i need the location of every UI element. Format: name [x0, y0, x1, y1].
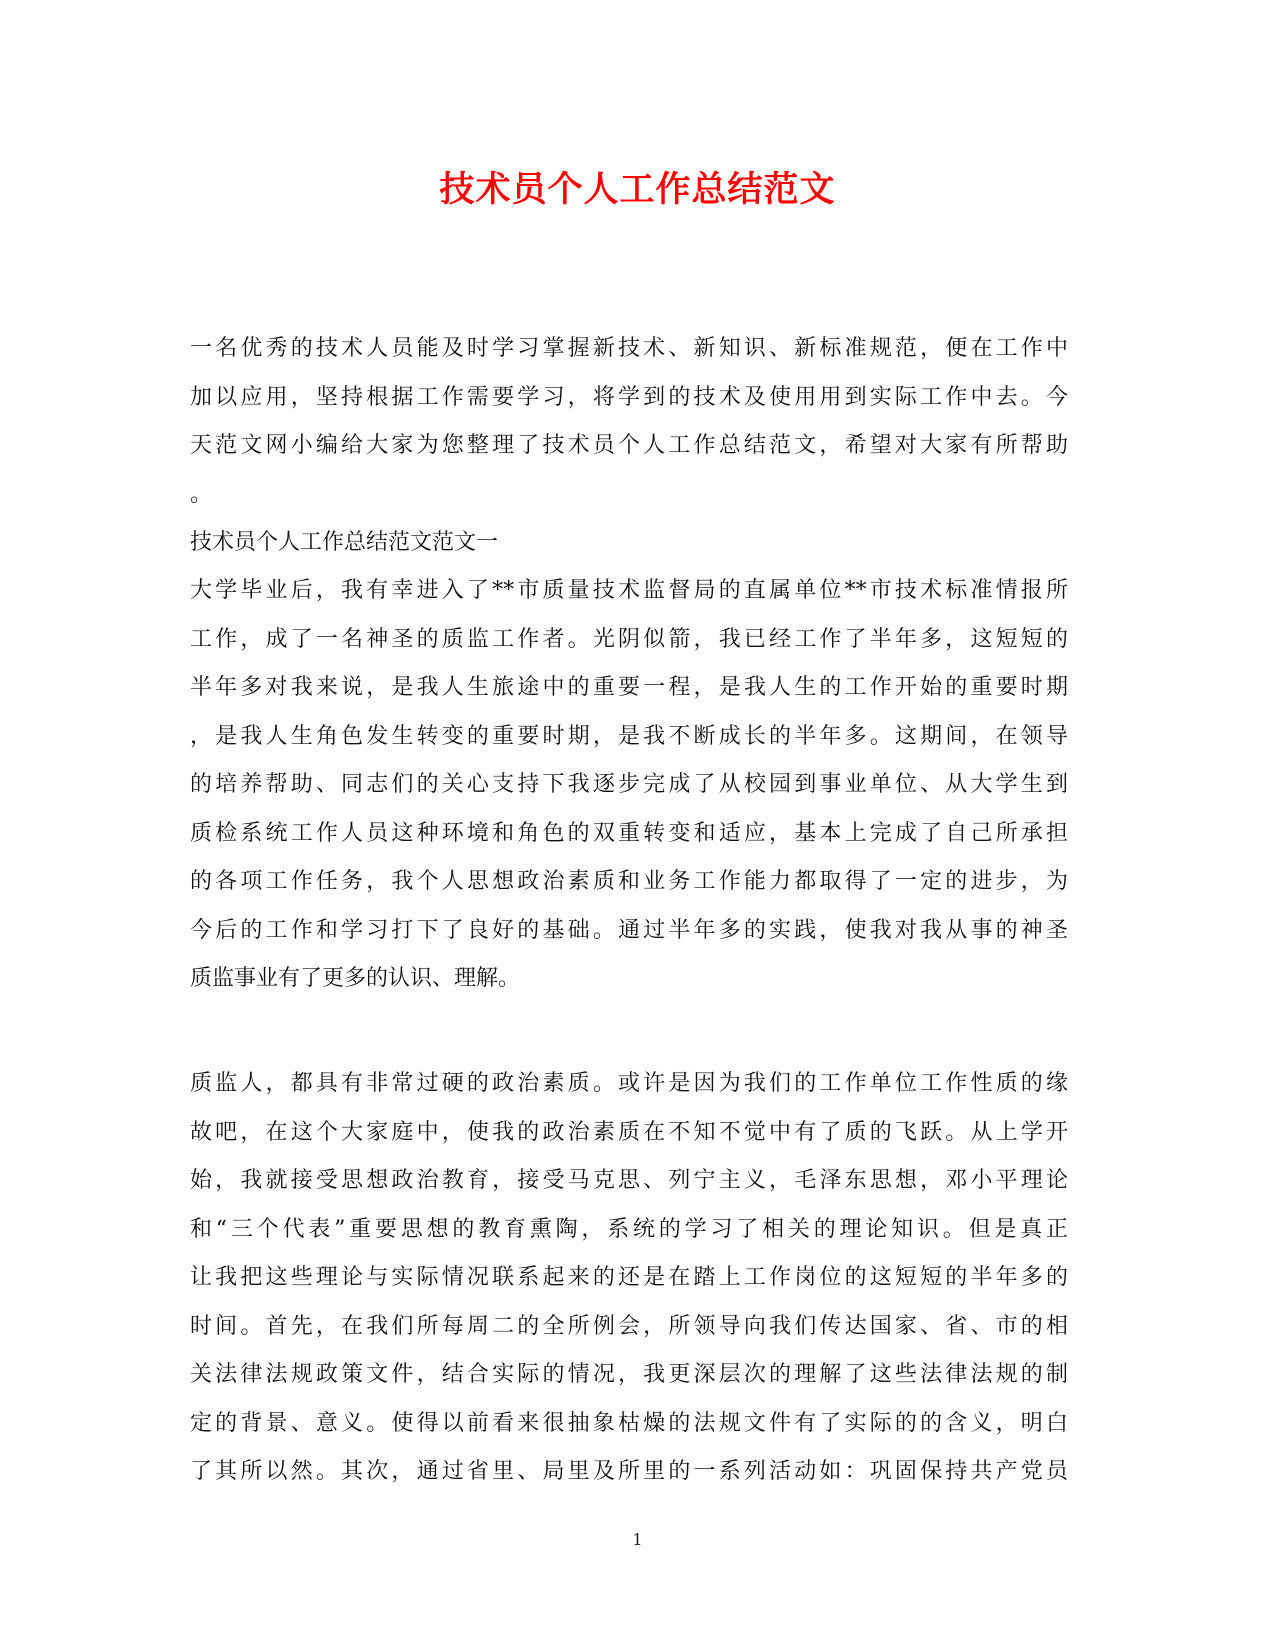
text-line: 质监人，都具有非常过硬的政治素质。或许是因为我们的工作单位工作性质的缘 [190, 1071, 1068, 1096]
text-line: 时间。首先，在我们所每周二的全所例会，所领导向我们传达国家、省、市的相 [190, 1313, 1068, 1339]
text-line: 工作，成了一名神圣的质监工作者。光阴似箭，我已经工作了半年多，这短短的 [190, 626, 1068, 652]
text-line: 关法律法规政策文件，结合实际的情况，我更深层次的理解了这些法律法规的制 [190, 1362, 1068, 1387]
page-number: 1 [632, 1530, 643, 1549]
text-line: 的培养帮助、同志们的关心支持下我逐步完成了从校园到事业单位、从大学生到 [190, 772, 1068, 797]
text-line: 。 [190, 481, 213, 507]
text-line: 了其所以然。其次，通过省里、局里及所里的一系列活动如：巩固保持共产党员 [190, 1459, 1068, 1484]
text-line: 让我把这些理论与实际情况联系起来的还是在踏上工作岗位的这短短的半年多的 [190, 1265, 1068, 1290]
text-line: 加以应用，坚持根据工作需要学习，将学到的技术及使用用到实际工作中去。今 [190, 384, 1068, 410]
text-line: 天范文网小编给大家为您整理了技术员个人工作总结范文，希望对大家有所帮助 [190, 433, 1068, 458]
text-line: 质检系统工作人员这种环境和角色的双重转变和适应，基本上完成了自己所承担 [190, 820, 1068, 846]
text-line: 始，我就接受思想政治教育，接受马克思、列宁主义，毛泽东思想，邓小平理论 [190, 1168, 1068, 1193]
text-line: 的各项工作任务，我个人思想政治素质和业务工作能力都取得了一定的进步，为 [190, 869, 1068, 894]
document-title: 技术员个人工作总结范文 [439, 169, 836, 210]
text-line: 故吧，在这个大家庭中，使我的政治素质在不知不觉中有了质的飞跃。从上学开 [190, 1119, 1068, 1145]
section-heading [190, 519, 1068, 568]
text-line: 半年多对我来说，是我人生旅途中的重要一程，是我人生的工作开始的重要时期 [190, 675, 1068, 700]
body-paragraph-1 [190, 567, 1068, 1004]
text-line: 今后的工作和学习打下了良好的基础。通过半年多的实践，使我对我从事的神圣 [190, 917, 1068, 943]
section-heading-text: 技术员个人工作总结范文范文一 [190, 530, 499, 555]
text-line: 大学毕业后，我有幸进入了**市质量技术监督局的直属单位**市技术标准情报所 [190, 578, 1068, 603]
text-line: ，是我人生角色发生转变的重要时期，是我不断成长的半年多。这期间，在领导 [190, 723, 1068, 749]
text-line: 定的背景、意义。使得以前看来很抽象枯燥的法规文件有了实际的的含义，明白 [190, 1410, 1068, 1436]
text-line: 质监事业有了更多的认识、理解。 [190, 966, 521, 991]
body-paragraph-2 [190, 1060, 1068, 1497]
text-line: 一名优秀的技术人员能及时学习掌握新技术、新知识、新标准规范，便在工作中 [190, 336, 1068, 361]
intro-paragraph [190, 325, 1068, 519]
text-line: 和“三个代表”重要思想的教育熏陶，系统的学习了相关的理论知识。但是真正 [190, 1216, 1068, 1242]
